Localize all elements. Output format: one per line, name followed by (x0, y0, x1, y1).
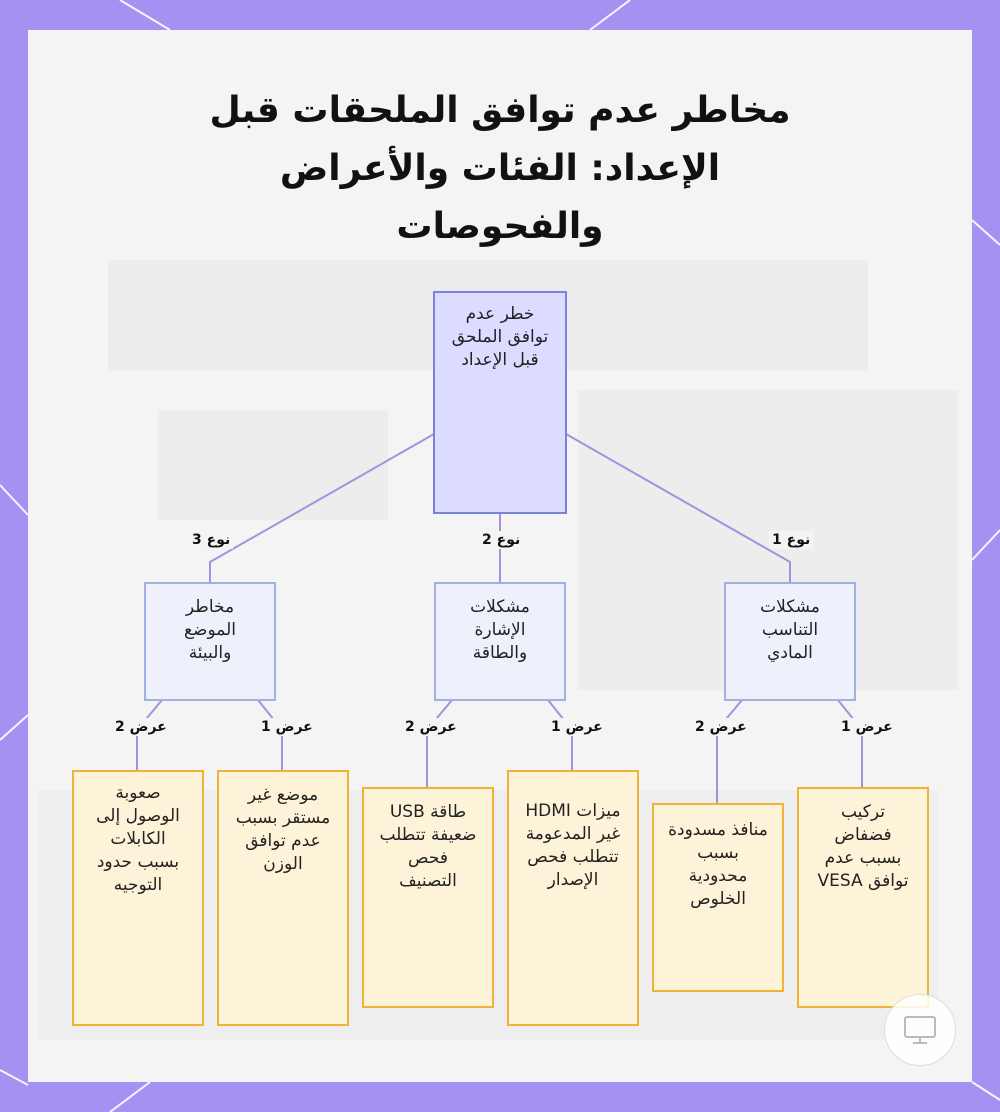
leaf-node-hdmi-features (507, 770, 639, 1026)
leaf-node-cable-access (72, 770, 204, 1026)
root-node (433, 291, 567, 514)
leaf-node-vesa-mount (797, 787, 929, 1008)
edge-label-symptom: عرض 1 (258, 718, 316, 736)
edge-label-symptom: عرض 2 (112, 718, 170, 736)
link-root-cat3 (210, 434, 434, 582)
category-node-physical-fit (724, 582, 856, 701)
edge-label-symptom: عرض 2 (402, 718, 460, 736)
category-label: مشكلات الإشارة والطاقة (470, 597, 530, 663)
root-label: خطر عدم توافق الملحق قبل الإعداد (451, 304, 549, 370)
watermark-logo (884, 994, 956, 1066)
category-node-placement-environment (144, 582, 276, 701)
link-root-cat1 (566, 434, 790, 582)
leaf-label: موضع غير مستقر بسبب عدم توافق الوزن (235, 785, 331, 874)
leaf-label: منافذ مسدودة بسبب محدودية الخلوص (668, 820, 768, 909)
title-text: مخاطر عدم توافق الملحقات قبل الإعداد: الفئات والأعراض والفحوصات (209, 90, 791, 247)
edge-label-symptom: عرض 1 (838, 718, 896, 736)
leaf-label: طاقة USB ضعيفة تتطلب فحص التصنيف (379, 802, 477, 891)
link-cat2-leaf2 (427, 700, 452, 787)
category-label: مشكلات التناسب المادي (760, 597, 820, 663)
link-cat1-leaf1 (838, 700, 862, 787)
leaf-node-usb-power (362, 787, 494, 1008)
leaf-label: تركيب فضفاض بسبب عدم توافق VESA (817, 802, 909, 891)
edge-label-symptom: عرض 2 (692, 718, 750, 736)
category-label: مخاطر الموضع والبيئة (184, 597, 236, 663)
leaf-label: صعوبة الوصول إلى الكابلات بسبب حدود التوجيه (96, 783, 180, 895)
link-cat1-leaf2 (717, 700, 742, 803)
leaf-node-blocked-ports (652, 803, 784, 992)
edge-label-symptom: عرض 1 (548, 718, 606, 736)
edge-label-type-3: نوع 3 (189, 531, 233, 549)
category-node-signal-power (434, 582, 566, 701)
leaf-label: ميزات HDMI غير المدعومة تتطلب فحص الإصدار (525, 801, 621, 890)
edge-label-type-2: نوع 2 (479, 531, 523, 549)
edge-label-type-1: نوع 1 (769, 531, 813, 549)
monitor-icon (885, 995, 955, 1065)
leaf-node-unstable-placement (217, 770, 349, 1026)
